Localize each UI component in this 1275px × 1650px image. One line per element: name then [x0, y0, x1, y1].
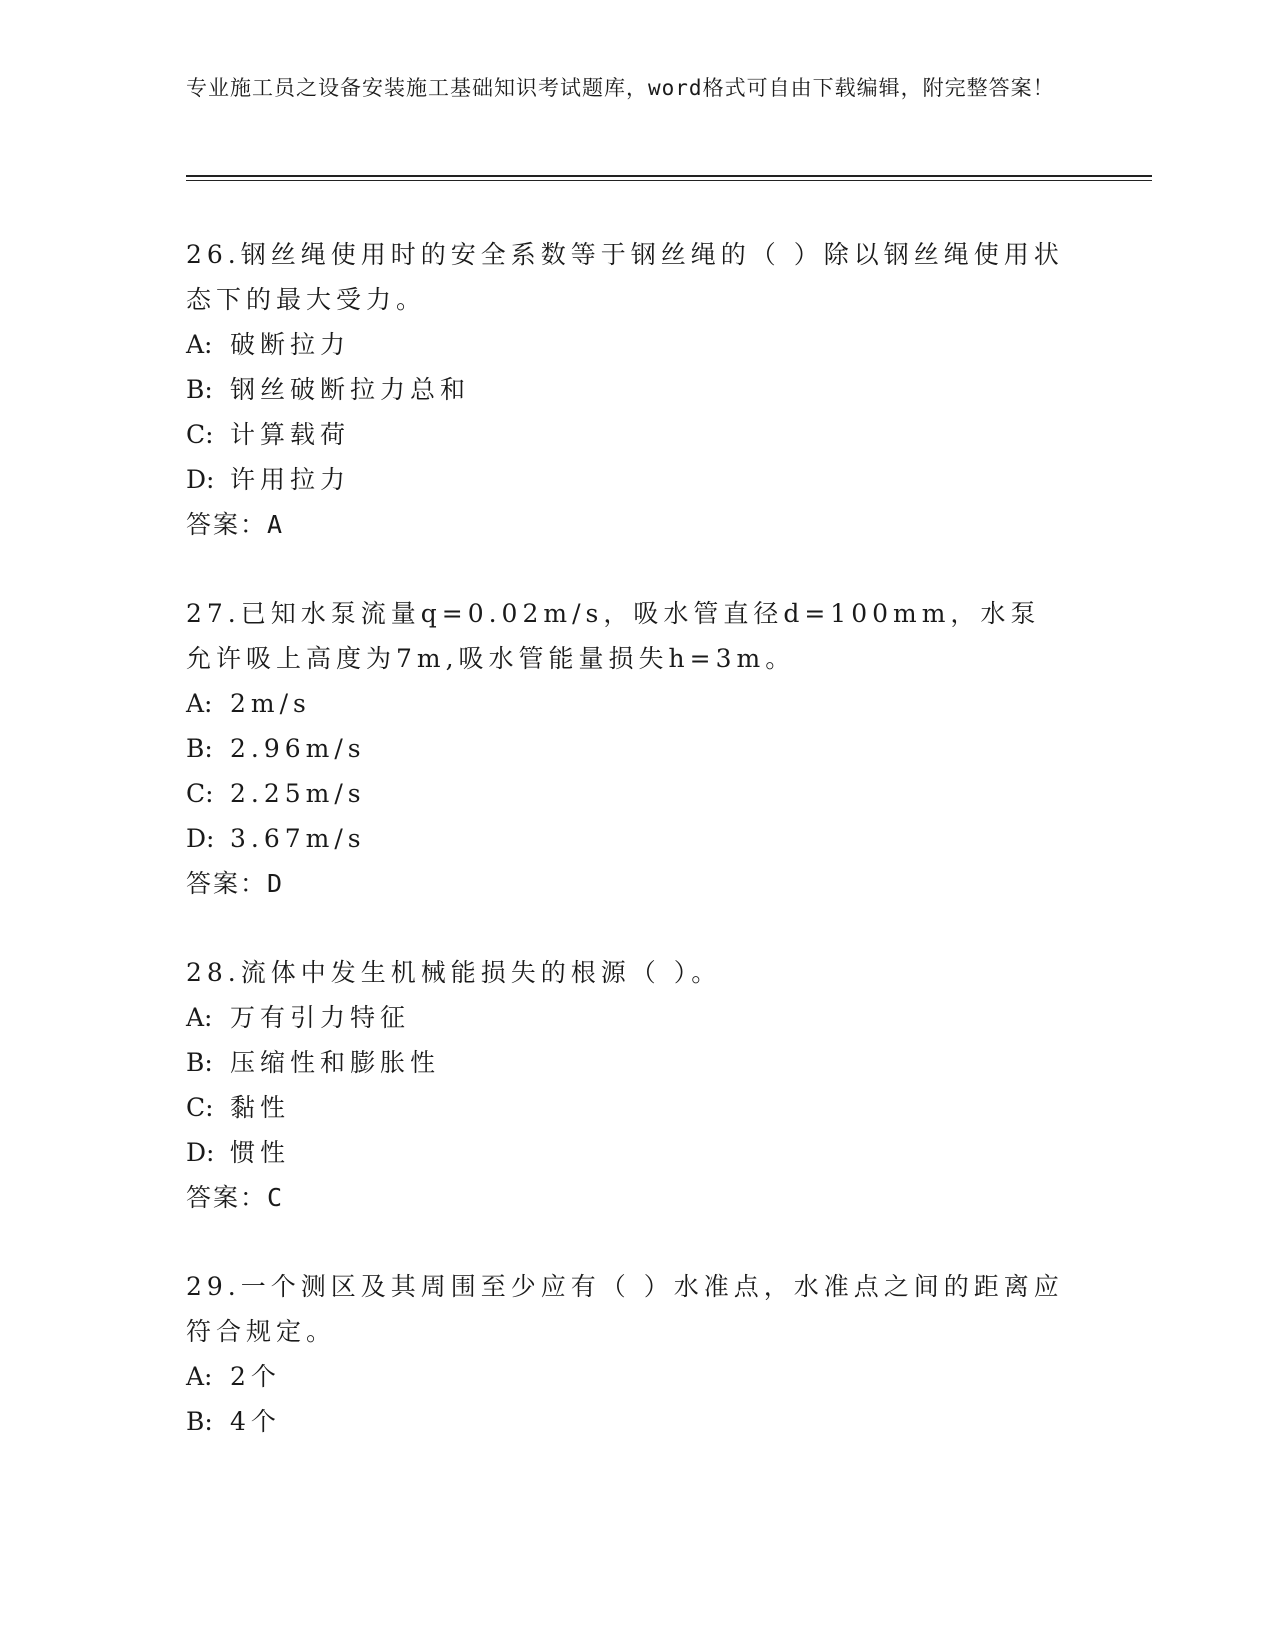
option-text: 2.25m/s [230, 779, 366, 808]
answer-value: D [267, 869, 285, 898]
option-text: 2个 [230, 1362, 281, 1391]
option-text: 计算载荷 [230, 420, 351, 449]
option-label: A: [186, 1003, 213, 1032]
option-d [186, 1130, 1066, 1175]
option-a [186, 995, 1066, 1040]
option-label: B: [186, 1048, 213, 1077]
option-label: A: [186, 1362, 213, 1391]
option-label: D: [186, 1138, 215, 1167]
option-text: 许用拉力 [230, 465, 351, 494]
option-text: 万有引力特征 [230, 1003, 411, 1032]
question-text: 29.一个测区及其周围至少应有（ ）水准点，水准点之间的距离应符合规定。 [186, 1272, 1064, 1346]
option-text: 黏性 [230, 1093, 291, 1122]
option-text: 惯性 [230, 1138, 291, 1167]
option-text: 4个 [230, 1407, 281, 1436]
option-label: A: [186, 689, 213, 718]
option-label: C: [186, 779, 214, 808]
question-27 [186, 591, 1066, 906]
option-c [186, 771, 1066, 816]
option-text: 破断拉力 [230, 330, 351, 359]
question-text: 28.流体中发生机械能损失的根源（ ）。 [186, 958, 722, 987]
option-text: 2.96m/s [230, 734, 366, 763]
header-divider-thin [186, 180, 1152, 181]
option-label: A: [186, 330, 213, 359]
question-29 [186, 1264, 1066, 1444]
answer-line [186, 1175, 1066, 1220]
option-label: C: [186, 1093, 214, 1122]
option-d [186, 457, 1066, 502]
option-a [186, 1354, 1066, 1399]
answer-label: 答案： [186, 510, 268, 539]
question-list [186, 232, 1066, 1488]
option-text: 2m/s [230, 689, 311, 718]
option-a [186, 681, 1066, 726]
option-label: D: [186, 465, 215, 494]
option-text: 钢丝破断拉力总和 [230, 375, 471, 404]
header-divider-thick [186, 175, 1152, 177]
option-label: B: [186, 1407, 213, 1436]
option-label: D: [186, 824, 215, 853]
option-label: C: [186, 420, 214, 449]
option-a [186, 322, 1066, 367]
answer-value: C [267, 1183, 285, 1212]
option-text: 压缩性和膨胀性 [230, 1048, 441, 1077]
document-header: 专业施工员之设备安装施工基础知识考试题库，word格式可自由下载编辑，附完整答案！ [186, 76, 1055, 100]
option-c [186, 412, 1066, 457]
answer-label: 答案： [186, 869, 268, 898]
option-d [186, 816, 1066, 861]
option-label: B: [186, 734, 213, 763]
option-b [186, 367, 1066, 412]
answer-line [186, 861, 1066, 906]
option-b [186, 726, 1066, 771]
answer-value: A [267, 510, 285, 539]
option-label: B: [186, 375, 213, 404]
answer-line [186, 502, 1066, 547]
question-text: 26.钢丝绳使用时的安全系数等于钢丝绳的（ ）除以钢丝绳使用状态下的最大受力。 [186, 240, 1064, 314]
option-b [186, 1040, 1066, 1085]
option-b [186, 1399, 1066, 1444]
answer-label: 答案： [186, 1183, 268, 1212]
question-26 [186, 232, 1066, 547]
question-28 [186, 950, 1066, 1220]
option-c [186, 1085, 1066, 1130]
option-text: 3.67m/s [230, 824, 366, 853]
question-text: 27.已知水泵流量q=0.02m/s，吸水管直径d=100mm，水泵允许吸上高度为7m,吸水管能量损失h=3m。 [186, 599, 1041, 673]
